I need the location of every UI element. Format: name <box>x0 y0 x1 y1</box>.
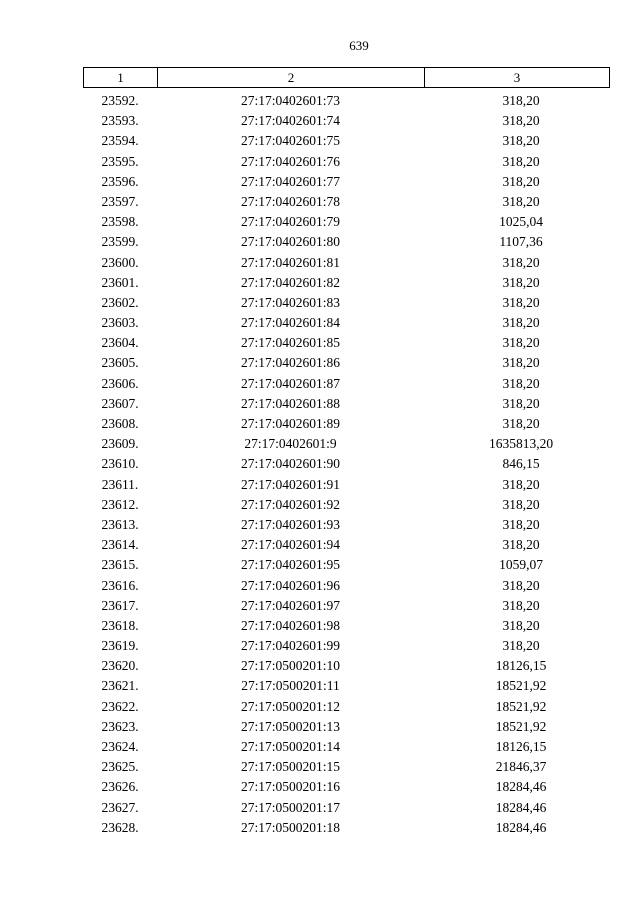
row-number: 23599. <box>101 234 139 250</box>
cadastral-number: 27:17:0402601:97 <box>240 597 340 613</box>
value: 318,20 <box>502 597 540 613</box>
row-number: 23627. <box>101 799 139 815</box>
row-number: 23611. <box>101 476 139 492</box>
cadastral-number: 27:17:0402601:93 <box>240 516 340 532</box>
table-row <box>83 697 610 717</box>
row-number: 23592. <box>101 93 139 108</box>
row-number: 23604. <box>101 335 139 351</box>
row-number: 23609. <box>101 436 139 452</box>
table-row <box>83 212 610 232</box>
table-row <box>83 798 610 818</box>
row-number: 23597. <box>101 193 139 209</box>
table-row <box>83 515 610 535</box>
table-row <box>83 475 610 495</box>
table-row <box>83 596 610 616</box>
row-number: 23607. <box>101 395 139 411</box>
table-row <box>83 333 610 353</box>
cadastral-number: 27:17:0402601:82 <box>240 274 340 290</box>
row-number: 23593. <box>101 113 139 129</box>
cadastral-number: 27:17:0402601:75 <box>240 133 340 149</box>
cadastral-number: 27:17:0402601:83 <box>240 294 340 310</box>
row-number: 23620. <box>101 658 139 674</box>
value: 318,20 <box>502 638 540 654</box>
value: 318,20 <box>502 193 540 209</box>
table-row <box>83 454 610 474</box>
row-number: 23619. <box>101 638 139 654</box>
row-number: 23624. <box>101 739 139 754</box>
cadastral-number: 27:17:0402601:74 <box>240 113 340 129</box>
cadastral-number: 27:17:0402601:79 <box>240 214 340 230</box>
value: 21846,37 <box>495 759 547 775</box>
cadastral-number: 27:17:0402601:78 <box>240 193 340 209</box>
column-header-2: 2 <box>158 68 425 87</box>
value: 318,20 <box>502 133 540 149</box>
table-row <box>83 676 610 696</box>
table-row <box>83 293 610 313</box>
table-row <box>83 111 610 131</box>
row-number: 23598. <box>101 214 139 230</box>
row-number: 23594. <box>101 133 139 149</box>
row-number: 23615. <box>101 557 139 573</box>
table-row <box>83 818 610 838</box>
row-number: 23601. <box>101 274 139 290</box>
row-number: 23626. <box>101 779 139 795</box>
table-row <box>83 313 610 333</box>
table-row <box>83 576 610 596</box>
value: 1025,04 <box>499 214 543 230</box>
cadastral-number: 27:17:0402601:88 <box>240 395 340 411</box>
table-header <box>83 67 610 88</box>
row-number: 23605. <box>101 355 139 371</box>
row-number: 23600. <box>101 254 139 270</box>
value: 18284,46 <box>495 819 547 835</box>
value: 318,20 <box>502 537 540 553</box>
cadastral-number: 27:17:0402601:99 <box>240 638 340 654</box>
cadastral-number: 27:17:0402601:90 <box>240 456 340 472</box>
row-number: 23614. <box>101 537 139 553</box>
value: 318,20 <box>502 173 540 189</box>
table-row <box>83 616 610 636</box>
table-row <box>83 131 610 151</box>
value: 846,15 <box>502 456 540 472</box>
value: 18126,15 <box>495 739 547 754</box>
value: 18284,46 <box>495 799 547 815</box>
table-row <box>83 353 610 373</box>
value: 318,20 <box>502 476 540 492</box>
table-row <box>83 777 610 797</box>
page-number: 639 <box>349 38 369 53</box>
cadastral-number: 27:17:0500201:15 <box>240 759 340 775</box>
table-row <box>83 232 610 252</box>
value: 18521,92 <box>495 678 547 694</box>
table-row <box>83 172 610 192</box>
row-number: 23608. <box>101 416 139 431</box>
table-row <box>83 374 610 394</box>
value: 1059,07 <box>499 557 543 573</box>
cadastral-number: 27:17:0402601:77 <box>240 173 340 189</box>
value: 18284,46 <box>495 779 547 795</box>
value: 18126,15 <box>495 658 547 674</box>
cadastral-number: 27:17:0402601:85 <box>240 335 340 351</box>
cadastral-number: 27:17:0500201:18 <box>240 819 340 835</box>
row-number: 23621. <box>101 678 139 694</box>
table-row <box>83 717 610 737</box>
value: 318,20 <box>502 617 540 633</box>
value: 18521,92 <box>495 698 547 714</box>
cadastral-number: 27:17:0500201:11 <box>241 678 340 694</box>
value: 318,20 <box>502 395 540 411</box>
cadastral-number: 27:17:0402601:98 <box>240 617 340 633</box>
cadastral-number: 27:17:0402601:91 <box>240 476 340 492</box>
value: 318,20 <box>502 315 540 331</box>
row-number: 23612. <box>101 496 139 512</box>
table-body <box>83 91 610 838</box>
row-number: 23628. <box>101 819 139 835</box>
cadastral-number: 27:17:0402601:86 <box>240 355 340 371</box>
table-row <box>83 394 610 414</box>
value: 318,20 <box>502 355 540 371</box>
cadastral-number: 27:17:0402601:92 <box>240 496 340 512</box>
table-row <box>83 636 610 656</box>
cadastral-number: 27:17:0402601:9 <box>244 436 337 452</box>
row-number: 23603. <box>101 315 139 331</box>
row-number: 23606. <box>101 375 139 391</box>
value: 318,20 <box>502 153 540 169</box>
cadastral-number: 27:17:0402601:96 <box>240 577 340 593</box>
cadastral-number: 27:17:0402601:73 <box>240 93 340 108</box>
cadastral-number: 27:17:0500201:12 <box>240 698 340 714</box>
table-row <box>83 253 610 273</box>
table-row <box>83 434 610 454</box>
value: 318,20 <box>502 577 540 593</box>
value: 318,20 <box>502 516 540 532</box>
table-row <box>83 273 610 293</box>
column-header-3: 3 <box>513 70 521 85</box>
value: 318,20 <box>502 416 540 431</box>
row-number: 23623. <box>101 718 139 734</box>
cadastral-number: 27:17:0402601:84 <box>240 315 340 331</box>
row-number: 23602. <box>101 294 139 310</box>
value: 318,20 <box>502 254 540 270</box>
cadastral-number: 27:17:0402601:89 <box>240 416 340 431</box>
row-number: 23596. <box>101 173 139 189</box>
value: 318,20 <box>502 93 540 108</box>
row-number: 23595. <box>101 153 139 169</box>
table-row <box>83 495 610 515</box>
table-row <box>83 414 610 434</box>
cadastral-number: 27:17:0402601:95 <box>240 557 340 573</box>
cadastral-number: 27:17:0402601:76 <box>240 153 340 169</box>
row-number: 23618. <box>101 617 139 633</box>
cadastral-number: 27:17:0402601:81 <box>240 254 340 270</box>
value: 18521,92 <box>495 718 547 734</box>
value: 1635813,20 <box>488 436 554 452</box>
cadastral-number: 27:17:0500201:17 <box>240 799 340 815</box>
table-row <box>83 91 610 111</box>
column-header-1: 1 <box>84 68 158 87</box>
cadastral-number: 27:17:0402601:87 <box>240 375 340 391</box>
row-number: 23617. <box>101 597 139 613</box>
value: 318,20 <box>502 294 540 310</box>
row-number: 23610. <box>101 456 139 472</box>
cadastral-number: 27:17:0500201:10 <box>240 658 340 674</box>
table-row <box>83 192 610 212</box>
cadastral-number: 27:17:0402601:80 <box>240 234 340 250</box>
table-row <box>83 555 610 575</box>
value: 318,20 <box>502 335 540 351</box>
row-number: 23622. <box>101 698 139 714</box>
table-row <box>83 152 610 172</box>
value: 318,20 <box>502 274 540 290</box>
cadastral-number: 27:17:0500201:13 <box>240 718 340 734</box>
cadastral-number: 27:17:0500201:16 <box>240 779 340 795</box>
table-row <box>83 535 610 555</box>
value: 318,20 <box>502 113 540 129</box>
value: 1107,36 <box>499 234 543 250</box>
value: 318,20 <box>502 375 540 391</box>
table-row <box>83 656 610 676</box>
table-row <box>83 757 610 777</box>
table-row <box>83 737 610 757</box>
row-number: 23625. <box>101 759 139 775</box>
value: 318,20 <box>502 496 540 512</box>
cadastral-number: 27:17:0402601:94 <box>240 537 340 553</box>
row-number: 23616. <box>101 577 139 593</box>
cadastral-number: 27:17:0500201:14 <box>240 739 340 754</box>
row-number: 23613. <box>101 516 139 532</box>
